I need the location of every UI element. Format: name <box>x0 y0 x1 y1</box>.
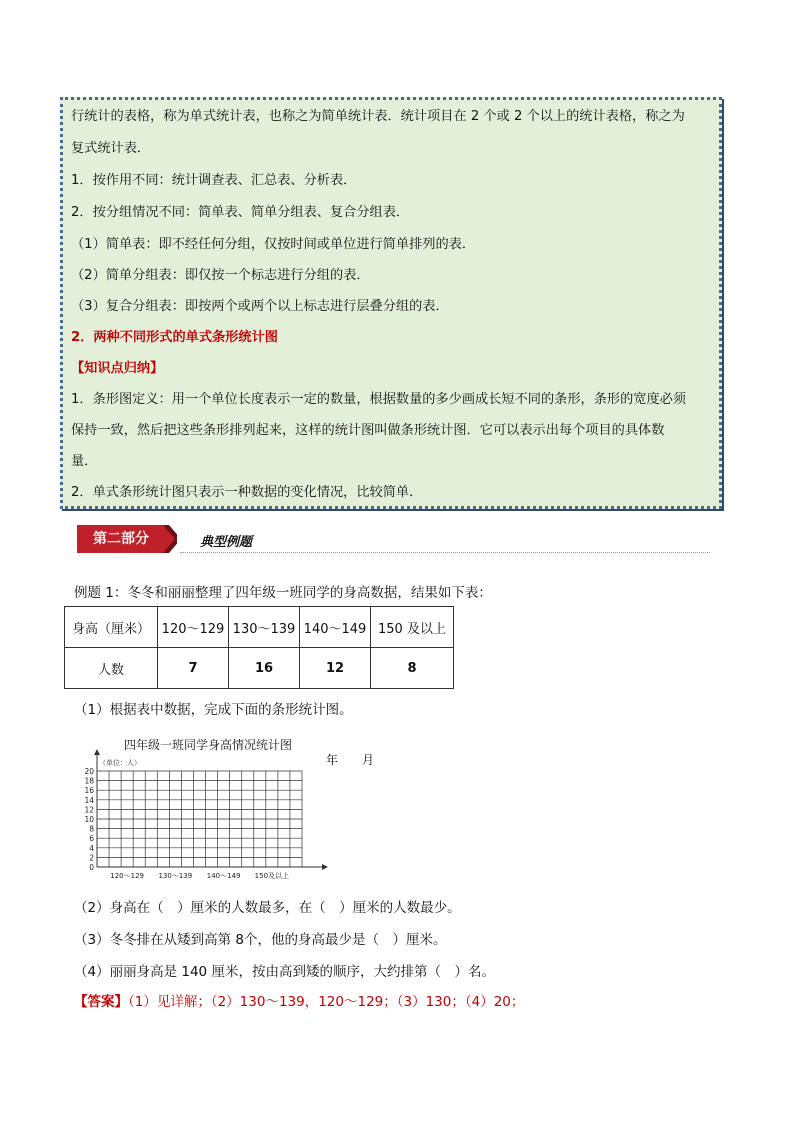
height-table <box>64 606 454 689</box>
y-tick-label: 6 <box>89 834 94 844</box>
y-tick-label: 12 <box>84 805 94 815</box>
kb-heading-2: 2．两种不同形式的单式条形统计图 <box>71 330 278 345</box>
y-axis-arrow <box>94 749 100 755</box>
kb-line-4: 2．按分组情况不同：简单表、简单分组表、复合分组表． <box>71 205 410 220</box>
x-axis-arrow <box>322 864 328 870</box>
kb-tag: 【知识点归纳】 <box>71 361 164 376</box>
x-tick-label: 130～139 <box>158 872 193 880</box>
answer <box>74 990 524 1010</box>
kb-line-5: （1）简单表：即不经任何分组，仅按时间或单位进行简单排列的表． <box>71 237 476 252</box>
kb-line-3: 1．按作用不同：统计调查表、汇总表、分析表． <box>71 173 357 188</box>
table-row-label: 人数 <box>65 648 158 689</box>
section-banner <box>77 525 177 553</box>
kb-def-line-3: 量． <box>71 454 98 469</box>
kb-line-6: （2）简单分组表：即仅按一个标志进行分组的表． <box>71 268 370 283</box>
example-intro: 例题 1：冬冬和丽丽整理了四年级一班同学的身高数据，结果如下表： <box>74 585 492 601</box>
table-count: 16 <box>229 648 300 689</box>
y-tick-label: 14 <box>84 795 94 805</box>
x-tick-label: 150及以上 <box>254 872 290 880</box>
x-tick-label: 140～149 <box>206 872 241 880</box>
table-count: 12 <box>300 648 371 689</box>
question-2: （2）身高在（ ）厘米的人数最多，在（ ）厘米的人数最少。 <box>74 900 461 916</box>
table-row <box>65 607 454 648</box>
section-rule <box>180 552 710 553</box>
kb-line-1: 行统计的表格，称为单式统计表，也称之为简单统计表．统计项目在 2 个或 2 个以上的统计表格，称之为 <box>71 109 685 124</box>
y-tick-label: 0 <box>89 863 94 872</box>
kb-line-2: 复式统计表． <box>71 141 151 156</box>
answer-text: （1）见详解；（2）130～139，120～129；（3）130；（4）20； <box>128 994 525 1010</box>
kb-line-7: （3）复合分组表：即按两个或两个以上标志进行层叠分组的表． <box>71 299 449 314</box>
table-range: 140～149 <box>300 607 371 648</box>
section-title: 典型例题 <box>200 535 253 550</box>
y-tick-label: 20 <box>84 767 94 776</box>
knowledge-box <box>60 97 722 509</box>
question-3: （3）冬冬排在从矮到高第 8个，他的身高最少是（ ）厘米。 <box>74 932 447 948</box>
answer-tag: 【答案】 <box>74 994 128 1010</box>
section-label: 第二部分 <box>93 531 149 547</box>
y-unit-label: （单位：人） <box>99 759 141 767</box>
y-tick-label: 2 <box>89 853 94 863</box>
table-range: 130～139 <box>229 607 300 648</box>
y-tick-label: 8 <box>89 824 94 834</box>
table-count: 8 <box>371 648 454 689</box>
y-tick-label: 4 <box>89 843 94 853</box>
table-range: 150 及以上 <box>371 607 454 648</box>
kb-def-line-4: 2．单式条形统计图只表示一种数据的变化情况，比较简单． <box>71 485 423 500</box>
table-row <box>65 648 454 689</box>
table-header-label: 身高（厘米） <box>65 607 158 648</box>
chart-date-label: 年 月 <box>326 753 375 767</box>
kb-def-line-1: 1．条形图定义：用一个单位长度表示一定的数量，根据数量的多少画成长短不同的条形，条形的宽度必须 <box>71 392 687 407</box>
question-4: （4）丽丽身高是 140 厘米，按由高到矮的顺序，大约排第（ ）名。 <box>74 964 495 980</box>
chart-title: 四年级一班同学身高情况统计图 <box>124 738 293 752</box>
y-tick-label: 10 <box>84 815 94 824</box>
table-count: 7 <box>158 648 229 689</box>
table-range: 120～129 <box>158 607 229 648</box>
y-tick-label: 18 <box>84 776 94 786</box>
question-1: （1）根据表中数据，完成下面的条形统计图。 <box>74 702 353 718</box>
y-tick-label: 16 <box>84 786 94 796</box>
x-tick-label: 120～129 <box>110 872 145 880</box>
kb-def-line-2: 保持一致，然后把这些条形排列起来，这样的统计图叫做条形统计图．它可以表示出每个项目的具体数 <box>71 423 665 438</box>
bar-chart <box>80 730 340 880</box>
